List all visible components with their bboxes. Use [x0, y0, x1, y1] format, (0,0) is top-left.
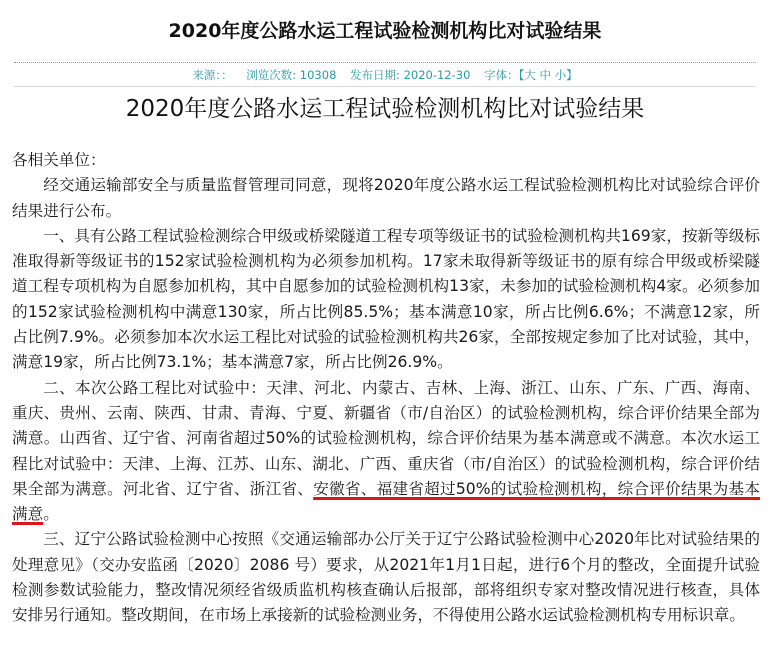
font-bracket-open: 【 — [518, 68, 525, 82]
paragraph-2 — [12, 376, 760, 528]
salutation: 各相关单位： — [12, 151, 106, 169]
highlighted-underlined-text: 安徽省、福建省超过50%的试验检测机构，综合评价结果为基本满意 — [12, 479, 760, 524]
paragraph-2-text: 二、本次公路工程比对试验中：天津、河北、内蒙古、吉林、上海、浙江、山东、广东、广西、海南、重庆、贵州、云南、陕西、甘肃、青海、宁夏、新疆省（市/自治区）的试验检测机构，综合评价结果全部为满意。山西省、辽宁省、河南省超过50%的试验检测机构，综合评价结果为基本满意或不满意。本次水运工程比对试验中：天津、上海、江苏、山东、湖北、广西、重庆省（市/自治区）的试验检测机构，综合评价结果全部为满意。河北省、辽宁省、浙江省、 — [12, 378, 760, 498]
font-size-label: 字体： — [484, 68, 519, 82]
paragraph-3: 三、辽宁公路试验检测中心按照《交通运输部办公厅关于辽宁公路试验检测中心2020年比对试验结果的处理意见》（交办安监函〔2020〕2086 号）要求，从2021年1月1日起，进行6个月的整改，全面提升试验检测参数试验能力，整改情况须经省级质监机构核查确认后报部，部将组织专家对整改情况进行核查，具体安排另行通知。整改期间，在市场上承接新的试验检测业务，不得使用公路水运试验检测机构专用标识章。 — [12, 530, 760, 625]
header-divider-dotted — [14, 62, 756, 63]
meta-divider — [14, 86, 756, 87]
views-label: 浏览次数: — [246, 68, 297, 82]
publish-date-label: 发布日期: — [350, 68, 400, 82]
article-body — [12, 148, 760, 629]
font-size-medium-link[interactable]: 中 — [539, 68, 551, 82]
article-meta-bar — [0, 67, 770, 83]
intro-paragraph: 经交通运输部安全与质量监督管理司同意，现将2020年度公路水运工程试验检测机构比对试验综合评价结果进行公布。 — [12, 176, 760, 220]
paragraph-1: 一、具有公路工程试验检测综合甲级或桥梁隧道工程专项等级证书的试验检测机构共169家，按新等级标准取得新等级证书的152家试验检测机构为必须参加机构。17家未取得新等级证书的原有综合甲级或桥梁隧道工程专项机构为自愿参加机构，其中自愿参加的试验检测机构13家，未参加的试验检测机构4家。必须参加的152家试验检测机构中满意130家，所占比例85.5%；基本满意10家，所占比例6.6%；不满意12家，所占比例7.9%。必须参加本次水运工程比对试验的试验检测机构共26家，全部按规定参加了比对试验，其中，满意19家，所占比例73.1%；基本满意7家，所占比例26.9%。 — [12, 226, 760, 372]
article-title: 2020年度公路水运工程试验检测机构比对试验结果 — [125, 96, 645, 122]
font-size-large-link[interactable]: 大 — [524, 68, 536, 82]
paragraph-2-end: 。 — [43, 505, 59, 524]
views-count: 10308 — [299, 68, 337, 82]
source-label: 来源：： — [192, 68, 233, 82]
publish-date: 2020-12-30 — [403, 68, 471, 82]
font-size-small-link[interactable]: 小 — [554, 68, 567, 82]
font-bracket-close: 】 — [566, 68, 578, 82]
page-header-title: 2020年度公路水运工程试验检测机构比对试验结果 — [168, 20, 602, 42]
